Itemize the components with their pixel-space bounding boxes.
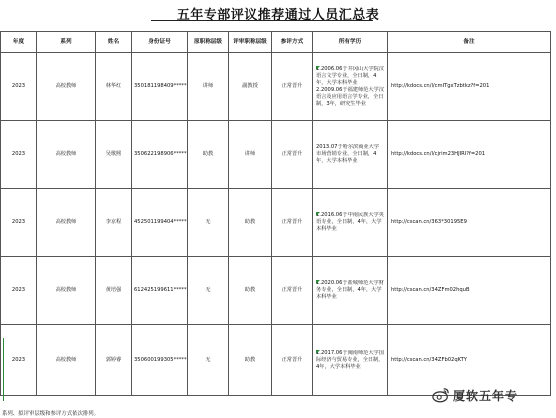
table-row (1, 257, 551, 325)
cell-orig-level: 无 (188, 257, 229, 325)
header-education: 所有学历 (313, 32, 388, 53)
cell-year: 2023 (1, 189, 37, 257)
table-header-row (1, 32, 551, 53)
cell-review-level: 副教授 (229, 53, 272, 121)
table-row (1, 121, 551, 189)
cell-orig-level: 无 (188, 325, 229, 396)
cell-education (313, 53, 388, 121)
cell-year: 2023 (1, 325, 37, 396)
education-text: 1.2006.06于井冈山大学院汉语言文学专业，全日制，4年，大学本科毕业 2.2009.06于福建师范大学汉语言及应用语言学专业，全日制，3年，研究生毕业 (316, 65, 384, 107)
cell-note: http://cscan.cn/34ZFb02qKTY (388, 325, 551, 396)
cell-series: 高校教师 (37, 53, 96, 121)
cell-flag-icon (316, 280, 320, 284)
cell-review-level: 助教 (229, 325, 272, 396)
watermark-text: 厦软五年专 (453, 388, 519, 403)
cell-review-level: 助教 (229, 189, 272, 257)
footnote: 系列、拟评审层级和参评方式依次排列。 (2, 411, 100, 417)
cell-name: 林华红 (96, 53, 132, 121)
header-id: 身份证号 (132, 32, 188, 53)
row-highlight-marker (3, 338, 4, 401)
cell-id: 452501199404***** (132, 189, 188, 257)
cell-series: 高校教师 (37, 189, 96, 257)
cell-id: 350181198409***** (132, 53, 188, 121)
cell-flag-icon (316, 66, 320, 70)
cell-education (313, 189, 388, 257)
education-text: 2013.07于哈尔滨商业大学市场营销专业，全日制，4年，大学本科毕业 (316, 144, 379, 164)
cell-method: 正常晋升 (272, 257, 313, 325)
cell-education (313, 257, 388, 325)
cell-review-level: 助教 (229, 257, 272, 325)
cell-orig-level: 讲师 (188, 53, 229, 121)
watermark (432, 386, 518, 404)
education-text: 1.2016.06于中南民族大学英语专业，全日制，4年，大学本科毕业 (316, 212, 384, 232)
cell-series: 高校教师 (37, 121, 96, 189)
education-text: 1.2017.06于闽南师范大学国际经济与贸易专业，全日制，4年，大学本科毕业 (316, 349, 384, 370)
table-row (1, 53, 551, 121)
cell-method: 正常晋升 (272, 53, 313, 121)
education-text: 1.2020.06于盐城师范大学财务专业，全日制，4年，大学本科毕业 (316, 280, 384, 300)
cell-flag-icon (316, 350, 320, 354)
page-title: 五年专部评议推荐通过人员汇总表 (176, 8, 380, 23)
cell-name: 吴歌熙 (96, 121, 132, 189)
weibo-logo-icon (432, 386, 450, 404)
cell-name: 郭婷睿 (96, 325, 132, 396)
table-row (1, 325, 551, 396)
header-note: 备注 (388, 32, 551, 53)
title-underline (151, 20, 373, 21)
cell-series: 高校教师 (37, 325, 96, 396)
cell-series: 高校教师 (37, 257, 96, 325)
cell-orig-level: 无 (188, 189, 229, 257)
cell-note: http://kdocs.cn/l/cjrim23HJIRI?f=201 (388, 121, 551, 189)
header-name: 姓名 (96, 32, 132, 53)
header-series: 系列 (37, 32, 96, 53)
header-review-level: 评审职称层级 (229, 32, 272, 53)
cell-id: 350600199305***** (132, 325, 188, 396)
cell-note: http://cscan.cn/34ZFm02hquB (388, 257, 551, 325)
cell-education (313, 121, 388, 189)
cell-id: 612425199611***** (132, 257, 188, 325)
cell-method: 正常晋升 (272, 121, 313, 189)
table-row (1, 189, 551, 257)
header-method: 参评方式 (272, 32, 313, 53)
cell-name: 黄培强 (96, 257, 132, 325)
cell-name: 李京程 (96, 189, 132, 257)
cell-year: 2023 (1, 257, 37, 325)
cell-review-level: 讲师 (229, 121, 272, 189)
cell-method: 正常晋升 (272, 325, 313, 396)
cell-method: 正常晋升 (272, 189, 313, 257)
cell-year: 2023 (1, 53, 37, 121)
cell-orig-level: 助教 (188, 121, 229, 189)
summary-table (0, 31, 551, 396)
cell-year: 2023 (1, 121, 37, 189)
cell-id: 350622198906***** (132, 121, 188, 189)
cell-flag-icon (316, 212, 320, 216)
header-orig-level: 原职称层级 (188, 32, 229, 53)
cell-note: http://kdocs.cn/l/cmITgxTzbtkz?f=201 (388, 53, 551, 121)
header-year: 年度 (1, 32, 37, 53)
cell-education (313, 325, 388, 396)
cell-note: http://cscan.cn/363*30195E9 (388, 189, 551, 257)
